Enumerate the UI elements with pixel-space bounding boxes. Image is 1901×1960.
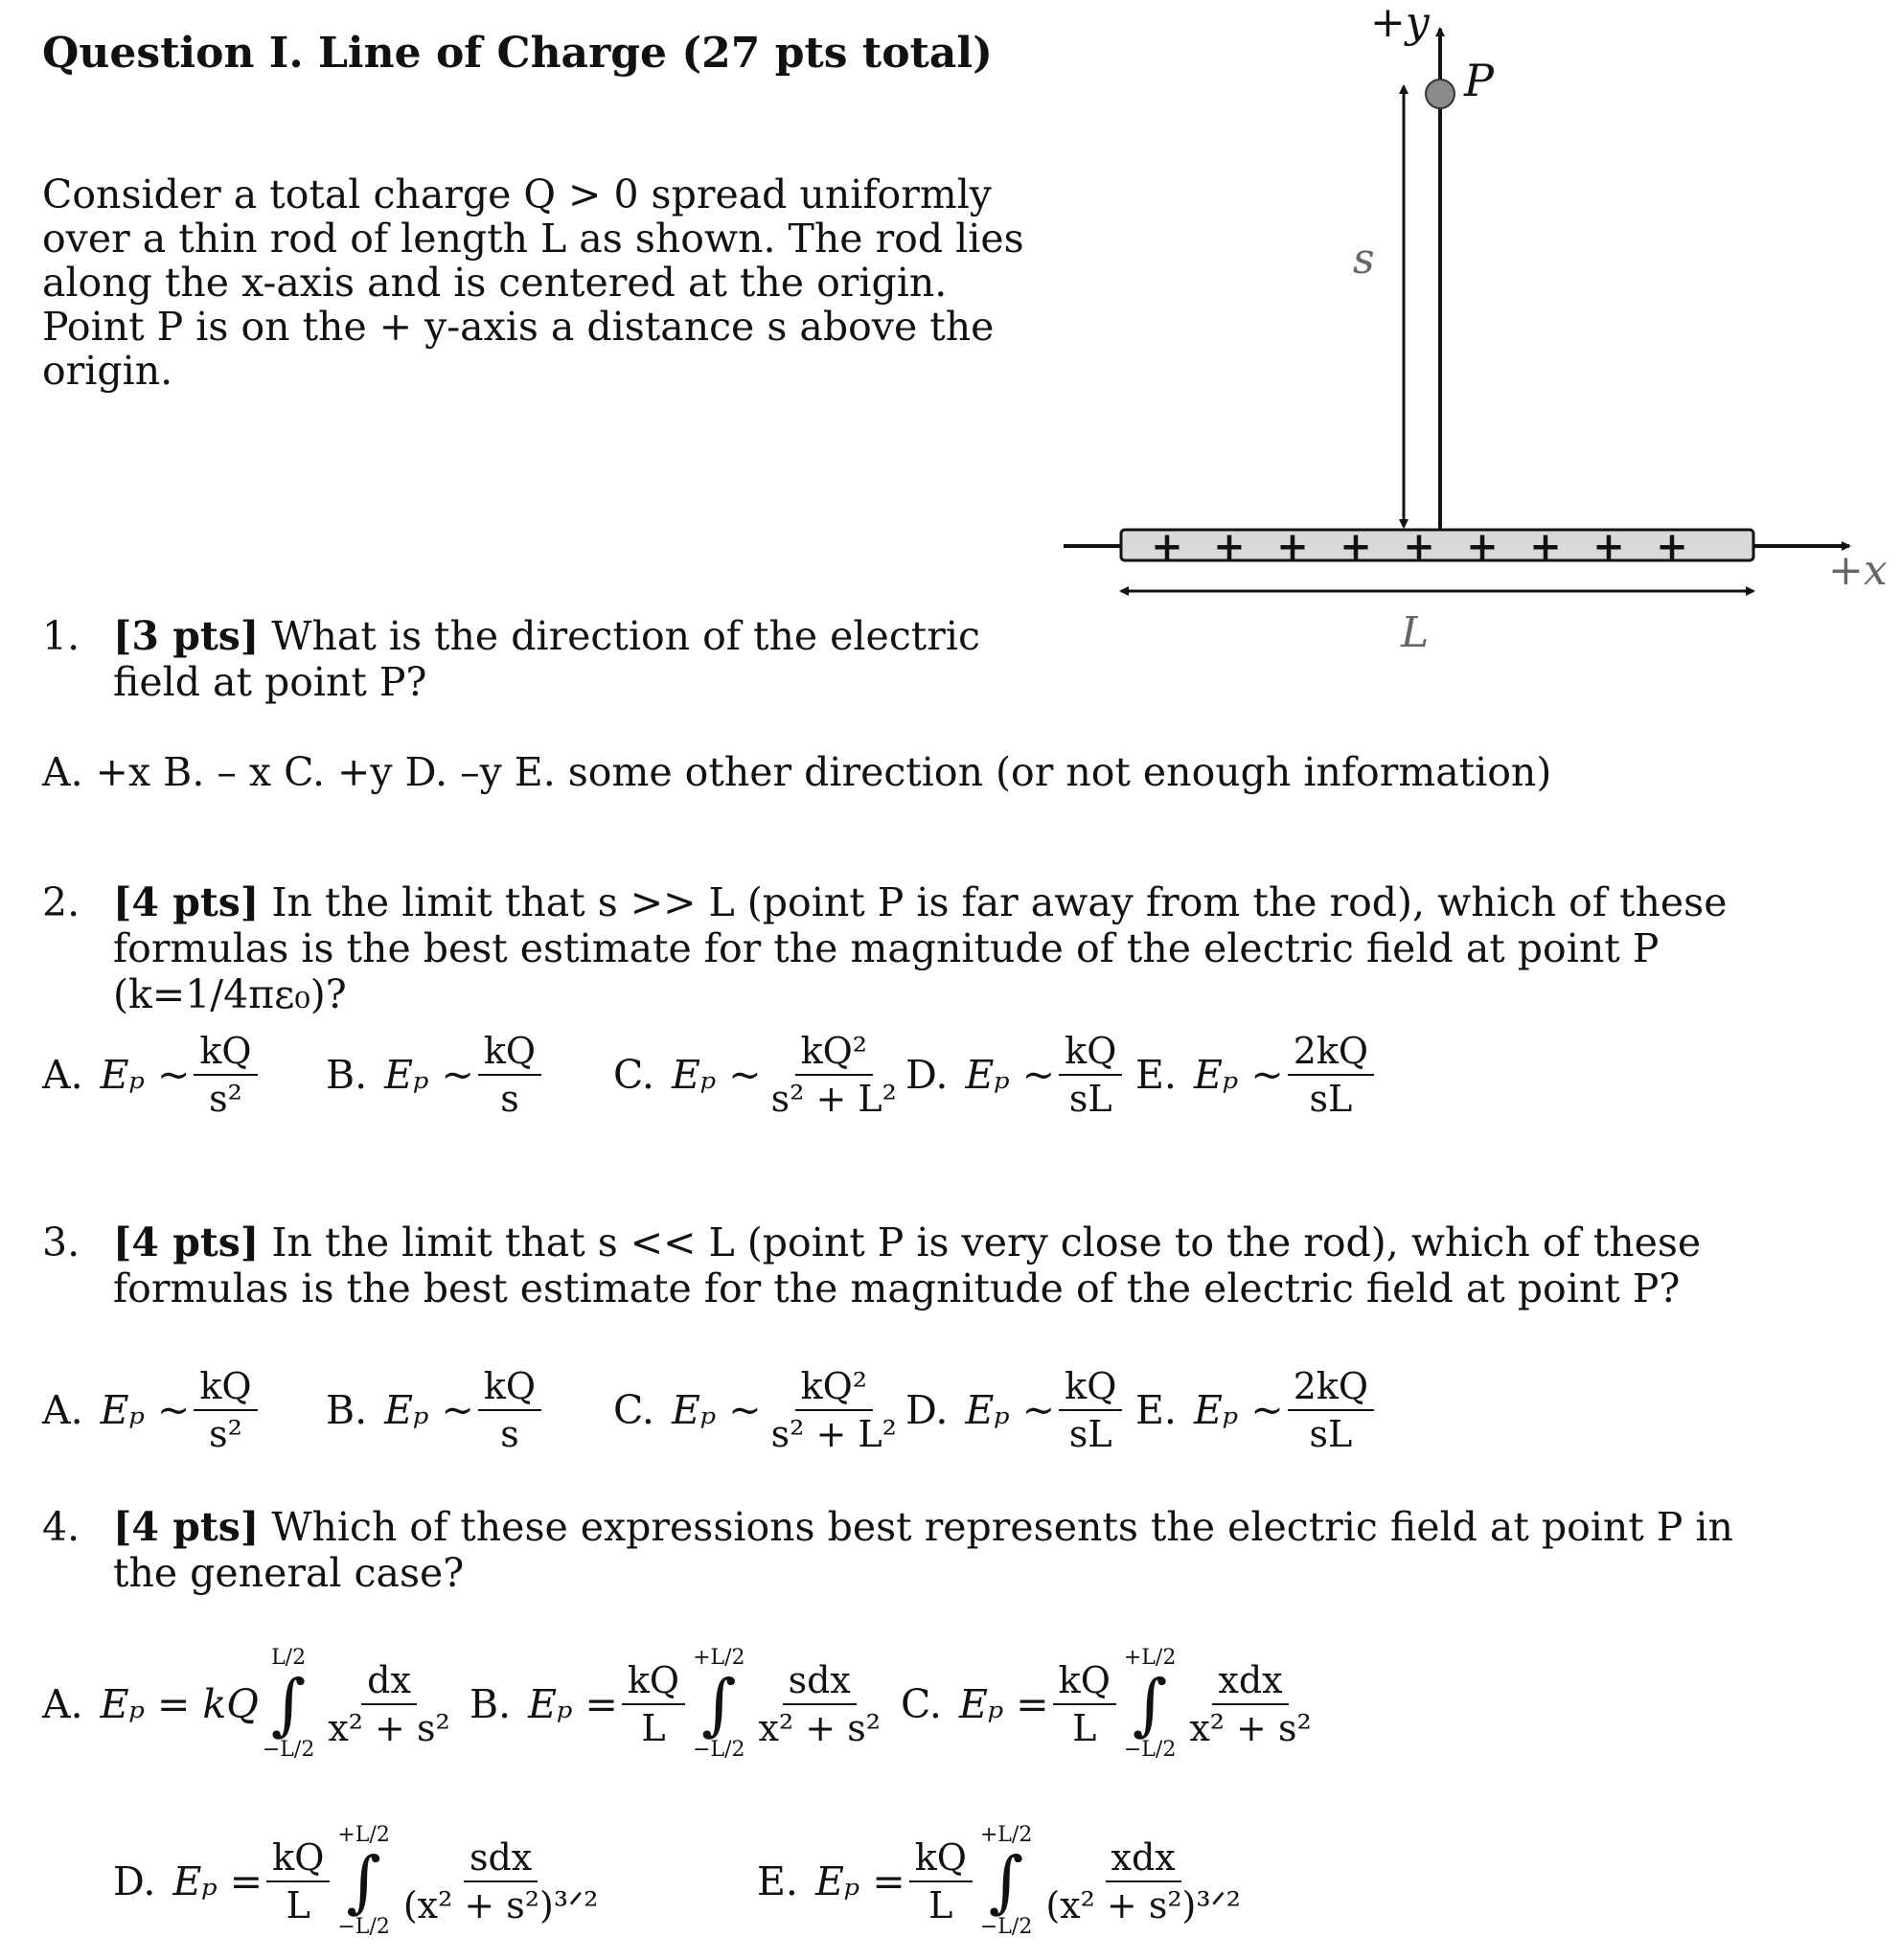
q2-option-b[interactable]: B. Eₚ ~ $\frac{kQ}{s}$ bbox=[326, 1030, 545, 1120]
q3-points: [4 pts] bbox=[113, 1219, 260, 1265]
q3-prompt bbox=[113, 1219, 1819, 1311]
length-l-label: L bbox=[1401, 608, 1430, 657]
rod-charges bbox=[1151, 524, 1688, 569]
x-axis-label: +x bbox=[1828, 546, 1888, 595]
q3-option-d[interactable]: D. Eₚ ~ $\frac{kQ}{sL}$ bbox=[905, 1365, 1126, 1455]
y-axis-label: +y bbox=[1370, 0, 1430, 47]
line-of-charge-diagram bbox=[1054, 0, 1901, 671]
question-title: Question I. Line of Charge (27 pts total) bbox=[42, 29, 993, 78]
plus-sign: + bbox=[1656, 524, 1688, 569]
q2-text: In the limit that s >> L (point P is far away from the rod), which of these formulas is the best estimate for the magnitude of the electric field at point P (k=1/4πε₀)? bbox=[113, 879, 1728, 1017]
q2-option-a[interactable]: A. Eₚ ~ $\frac{kQ}{\text{s²}}$ bbox=[42, 1030, 262, 1120]
point-p bbox=[1426, 80, 1454, 108]
q2-prompt bbox=[113, 879, 1799, 1017]
q1-text: What is the direction of the electric field at point P? bbox=[113, 613, 980, 705]
q4-option-e[interactable]: E. Eₚ = $\frac{kQ}{L}$ +L/2 ∫ −L/2 $\frac{\text{xdx}}{\text{(x² + s²)³ᐟ²}}$ bbox=[757, 1823, 1241, 1939]
q1-prompt bbox=[113, 613, 1023, 705]
q2-number: 2. bbox=[42, 879, 80, 925]
q4-option-a[interactable]: A. Eₚ = kQ L/2 ∫ −L/2 $\frac{dx}{\text{x² + s²}}$ bbox=[42, 1646, 450, 1762]
plus-sign: + bbox=[1592, 524, 1625, 569]
q3-text: In the limit that s << L (point P is very close to the rod), which of these formulas is the best estimate for the magnitude of the electric field at point P? bbox=[113, 1219, 1702, 1311]
q4-option-d[interactable]: D. Eₚ = $\frac{kQ}{L}$ +L/2 ∫ −L/2 $\frac{\text{sdx}}{\text{(x² + s²)³ᐟ²}}$ bbox=[113, 1823, 599, 1939]
q3-option-c[interactable]: C. Eₚ ~ $\frac{\text{kQ²}}{\text{s² + L²}}$ bbox=[613, 1365, 897, 1455]
q4-option-c[interactable]: C. Eₚ = $\frac{kQ}{L}$ +L/2 ∫ −L/2 $\frac{\text{xdx}}{\text{x² + s²}}$ bbox=[901, 1646, 1312, 1762]
q4-option-b[interactable]: B. Eₚ = $\frac{kQ}{L}$ +L/2 ∫ −L/2 $\frac{\text{sdx}}{\text{x² + s²}}$ bbox=[470, 1646, 881, 1762]
q2-option-c[interactable]: C. Eₚ ~ $\frac{\text{kQ²}}{\text{s² + L²}}$ bbox=[613, 1030, 897, 1120]
plus-sign: + bbox=[1529, 524, 1562, 569]
q3-option-a[interactable]: A. Eₚ ~ $\frac{kQ}{\text{s²}}$ bbox=[42, 1365, 262, 1455]
plus-sign: + bbox=[1403, 524, 1435, 569]
q3-number: 3. bbox=[42, 1219, 80, 1265]
plus-sign: + bbox=[1151, 524, 1183, 569]
q2-points: [4 pts] bbox=[113, 879, 260, 925]
q4-text: Which of these expressions best represents the electric field at point P in the general case? bbox=[113, 1504, 1733, 1596]
q3-option-e[interactable]: E. Eₚ ~ $\frac{2kQ}{sL}$ bbox=[1135, 1365, 1378, 1455]
q1-number: 1. bbox=[42, 613, 80, 659]
q4-prompt bbox=[113, 1504, 1742, 1596]
plus-sign: + bbox=[1276, 524, 1309, 569]
plus-sign: + bbox=[1213, 524, 1246, 569]
q2-option-e[interactable]: E. Eₚ ~ $\frac{2kQ}{sL}$ bbox=[1135, 1030, 1378, 1120]
q4-number: 4. bbox=[42, 1504, 80, 1550]
problem-statement: Consider a total charge Q > 0 spread uniformly over a thin rod of length L as shown. The rod lies along the x-axis and is centered at the origin. Point P is on the + y-axis a distance s above the origin. bbox=[42, 171, 1024, 394]
distance-s-label: s bbox=[1353, 235, 1375, 284]
q2-option-d[interactable]: D. Eₚ ~ $\frac{kQ}{sL}$ bbox=[905, 1030, 1126, 1120]
q3-option-b[interactable]: B. Eₚ ~ $\frac{kQ}{s}$ bbox=[326, 1365, 545, 1455]
q4-points: [4 pts] bbox=[113, 1504, 260, 1550]
q1-points: [3 pts] bbox=[113, 613, 260, 659]
point-p-label: P bbox=[1464, 55, 1494, 106]
plus-sign: + bbox=[1340, 524, 1372, 569]
plus-sign: + bbox=[1466, 524, 1499, 569]
q1-choices: A. +x B. – x C. +y D. –y E. some other direction (or not enough information) bbox=[42, 749, 1552, 795]
